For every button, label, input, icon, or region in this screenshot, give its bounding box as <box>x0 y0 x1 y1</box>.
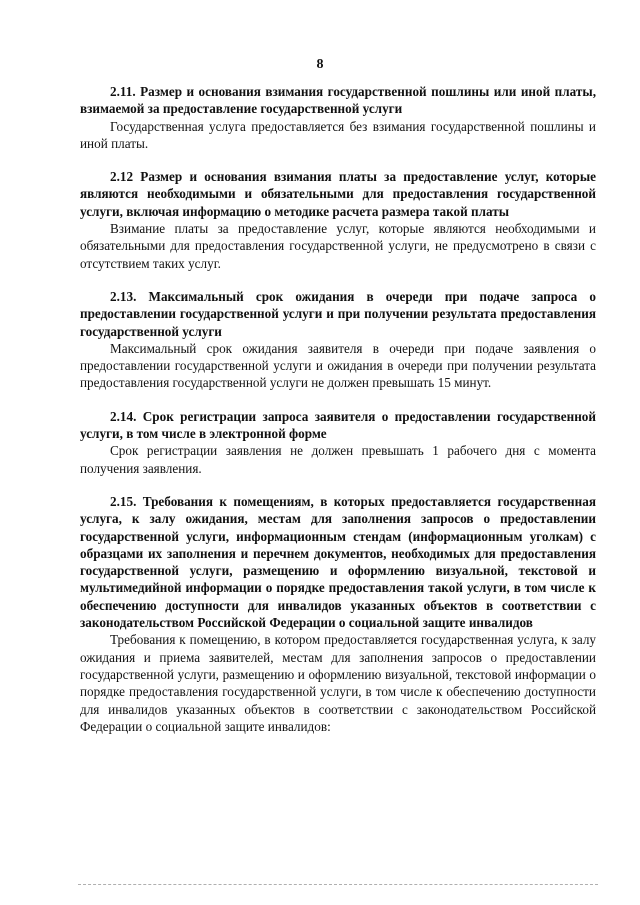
section-2-14 <box>80 408 596 477</box>
section-2-15 <box>80 493 596 735</box>
document-content <box>80 83 596 751</box>
section-heading: 2.15. Требования к помещениям, в которых предоставляется государственная услуга, к залу ожидания, местам для заполнения запросов о предоставлении государственной услуги, информационным стендам (информационным уголкам) с образцами их заполнения и перечнем документов, необходимых для предоставления государственной услуги, размещению и оформлению визуальной, текстовой и мультимедийной информации о порядке предоставления такой услуги, в том числе к обеспечению доступности для инвалидов указанных объектов в соответствии с законодательством Российской Федерации о социальной защите инвалидов <box>80 493 596 631</box>
section-body: Максимальный срок ожидания заявителя в очереди при подаче заявления о предоставлении государственной услуги и ожидания в очереди при получении результата предоставления государственной услуги не должен превышать 15 минут. <box>80 340 596 391</box>
section-2-13 <box>80 288 596 392</box>
section-heading: 2.14. Срок регистрации запроса заявителя о предоставлении государственной услуги, в том числе в электронной форме <box>80 408 596 442</box>
section-body: Срок регистрации заявления не должен превышать 1 рабочего дня с момента получения заявления. <box>80 443 596 476</box>
section-heading: 2.12 Размер и основания взимания платы за предоставление услуг, которые являются необходимыми и обязательными для предоставления государственной услуги, включая информацию о методике расчета размера такой платы <box>80 169 596 219</box>
section-2-11 <box>80 83 596 152</box>
page-number: 8 <box>316 57 324 72</box>
section-heading: 2.13. Максимальный срок ожидания в очереди при подаче запроса о предоставлении государственной услуги и при получении результата предоставления государственной услуги <box>80 288 596 339</box>
section-body: Взимание платы за предоставление услуг, которые являются необходимыми и обязательными для предоставления государственной услуги, не предусмотрено в связи с отсутствием таких услуг. <box>80 221 596 271</box>
section-heading: 2.11. Размер и основания взимания государственной пошлины или иной платы, взимаемой за предоставление государственной услуги <box>80 84 596 117</box>
section-body: Государственная услуга предоставляется без взимания государственной пошлины и иной платы. <box>80 118 596 151</box>
section-body: Требования к помещению, в котором предоставляется государственная услуга, к залу ожидания и приема заявителей, местам для заполнения запросов о предоставлении государственной услуги, размещению и оформлению визуальной, текстовой информации о порядке предоставления государственной услуги, в том числе к обеспечению доступности для инвалидов указанных объектов в соответствии с законодательством Российской Федерации о социальной защите инвалидов: <box>80 632 596 734</box>
section-2-12 <box>80 168 596 272</box>
scan-edge-line <box>78 884 598 885</box>
